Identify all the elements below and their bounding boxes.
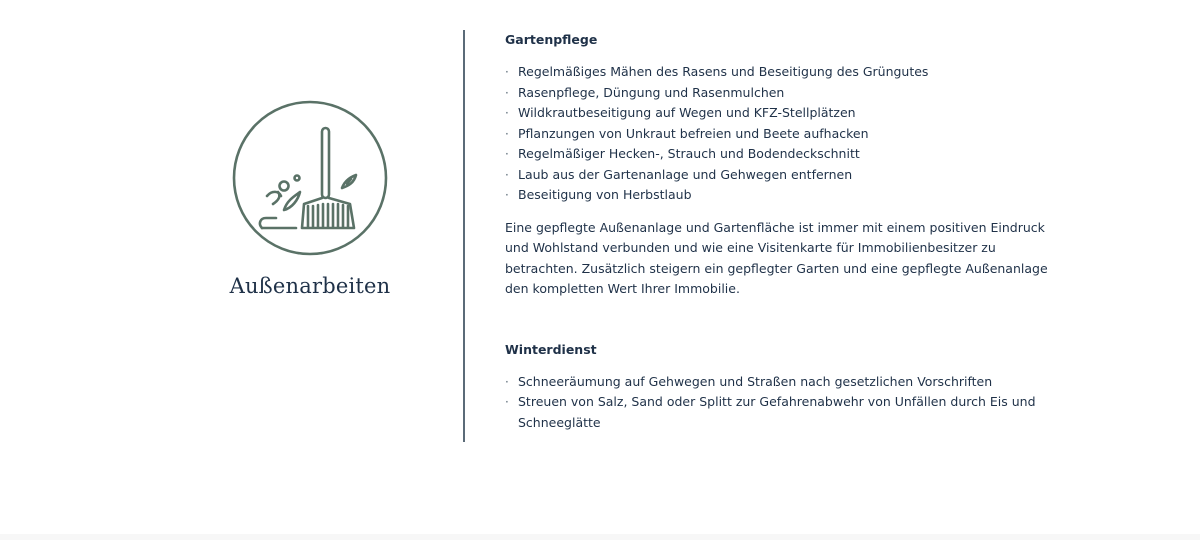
list-item: · Laub aus der Gartenanlage und Gehwegen entfernen xyxy=(505,165,1065,186)
list-item: · Regelmäßiger Hecken-, Strauch und Bodendeckschnitt xyxy=(505,144,1065,165)
bullet-icon: · xyxy=(505,374,509,389)
bullet-icon: · xyxy=(505,85,509,100)
bullet-icon: · xyxy=(505,188,509,202)
bullet-icon: · xyxy=(505,126,509,141)
footer-strip xyxy=(0,534,1200,540)
service-card xyxy=(185,100,435,298)
winterdienst-list xyxy=(505,372,1065,434)
list-item: · Wildkrautbeseitigung auf Wegen und KFZ-Stellplätzen xyxy=(505,103,1065,124)
bullet-icon: · xyxy=(505,167,509,182)
section-gartenpflege xyxy=(505,30,1065,300)
list-item: · Rasenpflege, Düngung und Rasenmulchen xyxy=(505,83,1065,104)
bullet-icon: · xyxy=(505,106,509,120)
section-heading-winterdienst: Winterdienst xyxy=(505,341,597,357)
bullet-icon: · xyxy=(505,147,509,161)
gartenpflege-list xyxy=(505,62,1065,206)
list-item: · Pflanzungen von Unkraut befreien und Beete aufhacken xyxy=(505,124,1065,145)
section-winterdienst xyxy=(505,340,1065,434)
list-item: · Beseitigung von Herbstlaub xyxy=(505,185,1065,206)
list-item: · Streuen von Salz, Sand oder Splitt zur Gefahrenabwehr von Unfällen durch Eis und Schneeglätte xyxy=(505,394,1036,430)
list-item: · Regelmäßiges Mähen des Rasens und Beseitigung des Grüngutes xyxy=(505,62,1065,83)
list-item: · Schneeräumung auf Gehwegen und Straßen nach gesetzlichen Vorschriften xyxy=(505,372,1065,393)
service-title: Außenarbeiten xyxy=(229,274,391,298)
gartenpflege-description: Eine gepflegte Außenanlage und Gartenfläche ist immer mit einem positiven Eindruck und Wohlstand verbunden und wie eine Visitenkarte für Immobilienbesitzer zu betrachten. Zusätzlich steigern ein gepflegter Garten und eine gepflegte Außenanlage den kompletten Wert Ihrer Immobilie. xyxy=(505,219,1048,296)
bullet-icon: · xyxy=(505,395,509,409)
section-heading-gartenpflege: Gartenpflege xyxy=(505,32,598,47)
service-details xyxy=(505,30,1065,433)
vertical-divider xyxy=(463,30,465,442)
bullet-icon: · xyxy=(505,65,509,79)
broom-leaves-icon xyxy=(232,100,388,256)
